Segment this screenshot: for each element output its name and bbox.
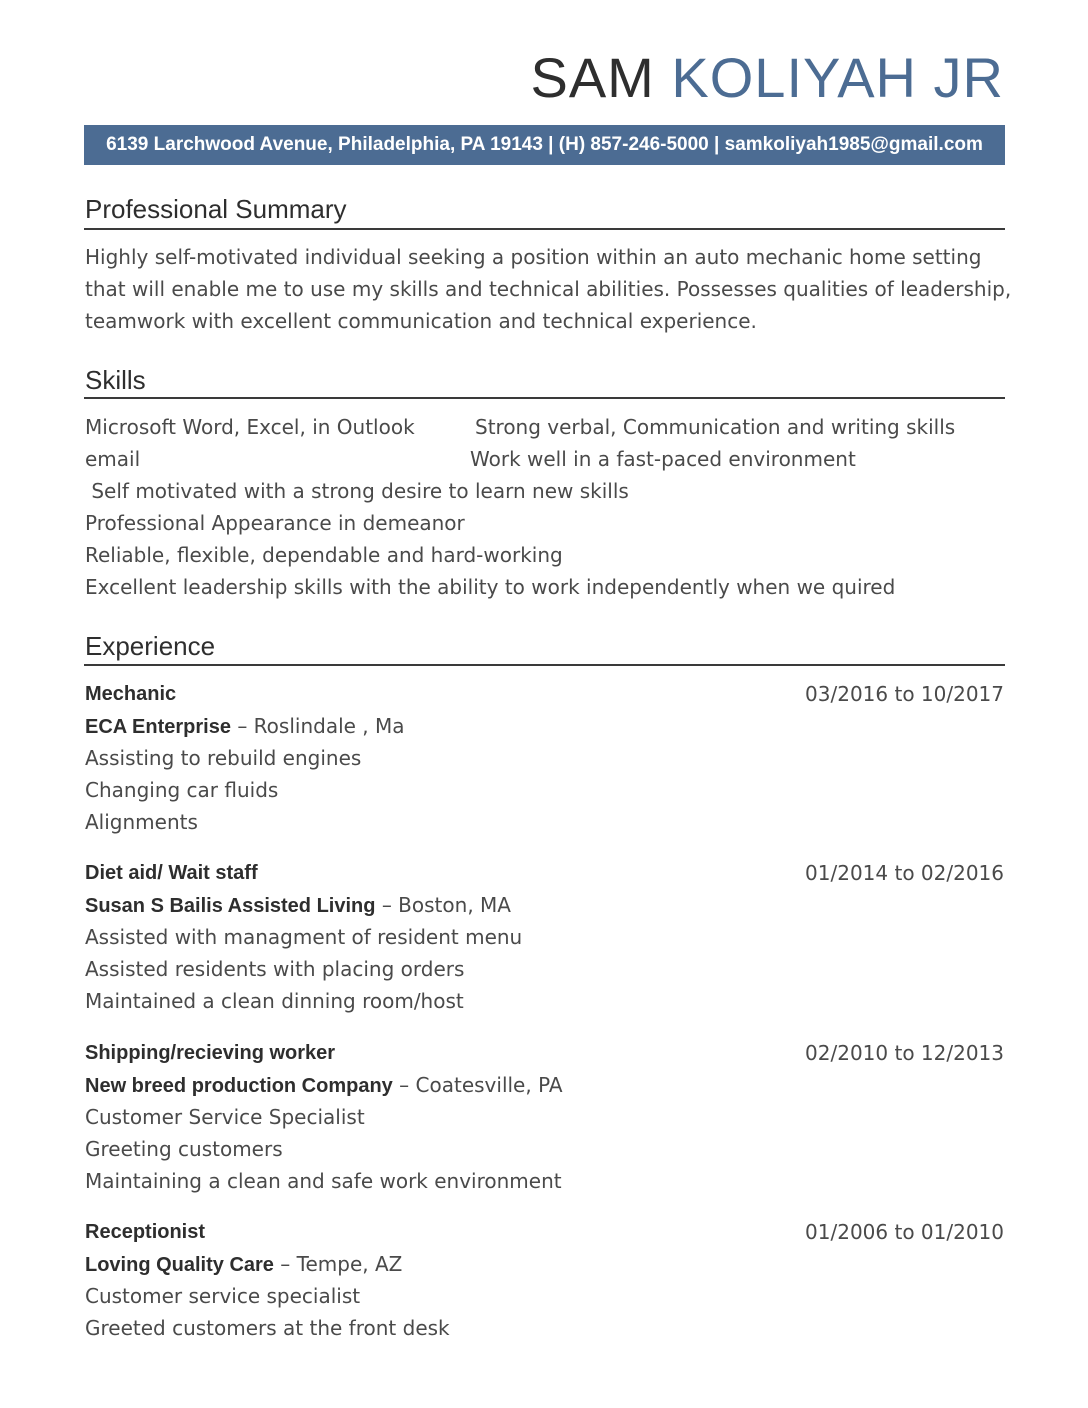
- job-title: Shipping/recieving worker: [85, 1042, 336, 1064]
- job-duty: Assisted with managment of resident menu: [85, 925, 523, 949]
- skill-item: Self motivated with a strong desire to learn new skills: [85, 479, 629, 503]
- candidate-name: [530, 42, 1004, 114]
- job-duty: Assisting to rebuild engines: [85, 746, 362, 770]
- summary-line: that will enable me to use my skills and technical abilities. Possesses qualities of leadership,: [85, 277, 1012, 301]
- skill-item: Professional Appearance in demeanor: [85, 511, 465, 535]
- company-name: Loving Quality Care: [85, 1254, 274, 1276]
- first-name: SAM: [530, 46, 655, 109]
- section-title-experience: Experience: [85, 631, 216, 661]
- job-company-line: [85, 710, 405, 743]
- summary-line: Highly self-motivated individual seeking a position within an auto mechanic home setting: [85, 245, 982, 269]
- section-divider: [84, 228, 1005, 230]
- company-location: – Coatesville, PA: [392, 1073, 563, 1097]
- job-company-line: [85, 889, 511, 922]
- section-title-summary: Professional Summary: [85, 194, 347, 224]
- skill-item: Work well in a fast-paced environment: [470, 447, 856, 471]
- section-divider: [84, 397, 1005, 399]
- company-location: – Tempe, AZ: [273, 1252, 403, 1276]
- job-duty: Customer service specialist: [85, 1284, 361, 1308]
- job-duty: Customer Service Specialist: [85, 1105, 365, 1129]
- job-company-line: [85, 1069, 563, 1102]
- section-divider: [84, 664, 1005, 666]
- company-location: – Roslindale , Ma: [230, 714, 405, 738]
- job-dates: 01/2006 to 01/2010: [805, 1220, 1004, 1244]
- job-dates: 03/2016 to 10/2017: [805, 682, 1004, 706]
- job-duty: Greeted customers at the front desk: [85, 1316, 450, 1340]
- job-duty: Changing car fluids: [85, 778, 279, 802]
- summary-text: [85, 241, 1012, 337]
- company-location: – Boston, MA: [375, 893, 511, 917]
- section-title-skills: Skills: [85, 365, 146, 395]
- job-duty: Alignments: [85, 810, 198, 834]
- job-title: Receptionist: [85, 1221, 206, 1243]
- job-company-line: [85, 1248, 402, 1281]
- last-name: KOLIYAH JR: [671, 46, 1004, 109]
- skill-item: Excellent leadership skills with the ability to work independently when we quired: [85, 575, 896, 599]
- skill-item: Microsoft Word, Excel, in Outlook: [85, 415, 415, 439]
- job-title: Diet aid/ Wait staff: [85, 862, 258, 884]
- job-duty: Assisted residents with placing orders: [85, 957, 465, 981]
- job-dates: 01/2014 to 02/2016: [805, 861, 1004, 885]
- company-name: Susan S Bailis Assisted Living: [85, 895, 376, 917]
- contact-bar: 6139 Larchwood Avenue, Philadelphia, PA 19143 | (H) 857-246-5000 | samkoliyah1985@gmail.com: [84, 125, 1005, 165]
- job-title: Mechanic: [85, 683, 177, 705]
- summary-line: teamwork with excellent communication and technical experience.: [85, 309, 757, 333]
- job-dates: 02/2010 to 12/2013: [805, 1041, 1004, 1065]
- skill-item: email: [85, 447, 141, 471]
- skill-item: Reliable, flexible, dependable and hard-working: [85, 543, 563, 567]
- skill-item: Strong verbal, Communication and writing skills: [475, 415, 956, 439]
- job-duty: Maintaining a clean and safe work environment: [85, 1169, 562, 1193]
- company-name: ECA Enterprise: [85, 716, 231, 738]
- job-duty: Greeting customers: [85, 1137, 283, 1161]
- company-name: New breed production Company: [85, 1075, 393, 1097]
- job-duty: Maintained a clean dinning room/host: [85, 989, 464, 1013]
